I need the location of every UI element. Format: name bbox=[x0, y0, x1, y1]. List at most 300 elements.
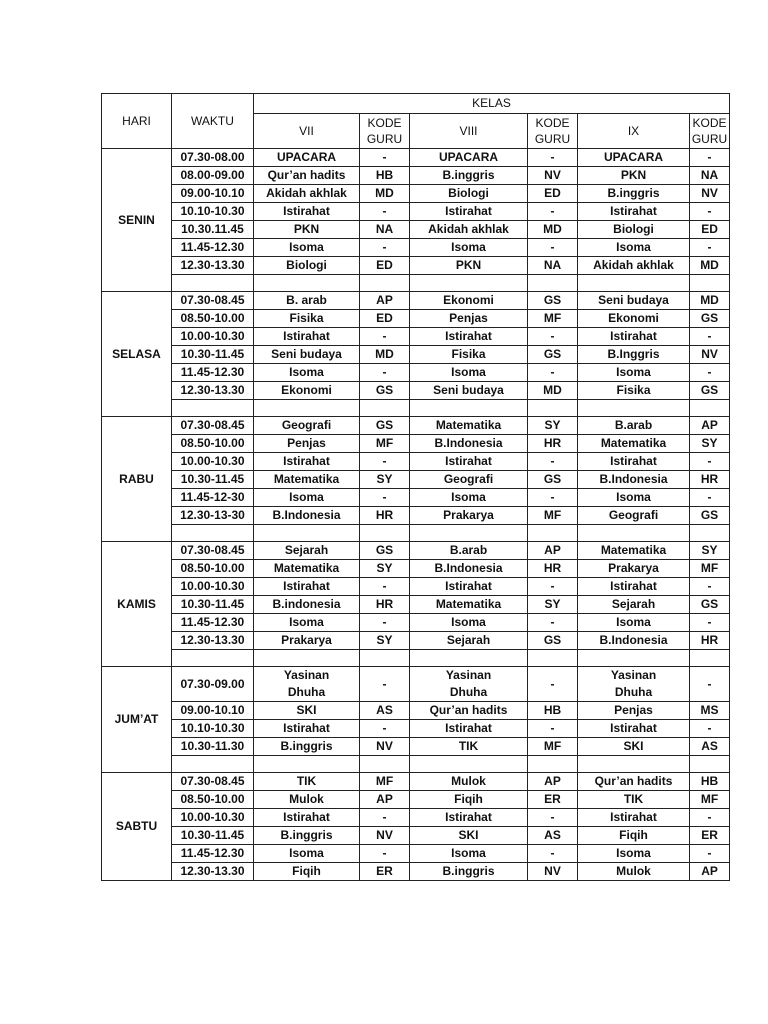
schedule-row bbox=[102, 560, 730, 578]
kode-vii-cell: GS bbox=[360, 417, 410, 435]
kode-viii-cell: - bbox=[528, 453, 578, 471]
kode-ix-cell: NA bbox=[690, 167, 730, 185]
subject-ix-cell: Biologi bbox=[578, 221, 690, 239]
time-cell: 08.00-09.00 bbox=[172, 167, 254, 185]
kode-viii-cell: - bbox=[528, 203, 578, 221]
empty-cell bbox=[578, 650, 690, 667]
empty-cell bbox=[360, 275, 410, 292]
kode-ix-cell: - bbox=[690, 453, 730, 471]
kode-ix-cell: NV bbox=[690, 346, 730, 364]
kode-viii-cell: SY bbox=[528, 596, 578, 614]
subject-ix-cell: Qur’an hadits bbox=[578, 773, 690, 791]
subject-vii-cell: Penjas bbox=[254, 435, 360, 453]
subject-ix-cell: Akidah akhlak bbox=[578, 257, 690, 275]
header-kelas: KELAS bbox=[254, 94, 730, 114]
kode-viii-cell: - bbox=[528, 720, 578, 738]
schedule-row bbox=[102, 364, 730, 382]
subject-vii-cell: Seni budaya bbox=[254, 346, 360, 364]
kode-viii-cell: - bbox=[528, 614, 578, 632]
schedule-row bbox=[102, 203, 730, 221]
spacer-row bbox=[102, 756, 730, 773]
subject-ix-cell: SKI bbox=[578, 738, 690, 756]
time-cell: 07.30-08.00 bbox=[172, 149, 254, 167]
subject-viii-cell: Istirahat bbox=[410, 809, 528, 827]
subject-viii-cell: Prakarya bbox=[410, 507, 528, 525]
kode-ix-cell: HR bbox=[690, 632, 730, 650]
kode-vii-cell: SY bbox=[360, 471, 410, 489]
schedule-row bbox=[102, 632, 730, 650]
empty-cell bbox=[254, 525, 360, 542]
time-cell: 12.30-13.30 bbox=[172, 382, 254, 400]
schedule-row bbox=[102, 221, 730, 239]
schedule-table bbox=[101, 93, 730, 881]
kode-vii-cell: SY bbox=[360, 560, 410, 578]
kode-vii-cell: - bbox=[360, 453, 410, 471]
subject-viii-cell: B.Indonesia bbox=[410, 435, 528, 453]
kode-vii-cell: AP bbox=[360, 791, 410, 809]
empty-cell bbox=[690, 275, 730, 292]
subject-viii-cell: Istirahat bbox=[410, 328, 528, 346]
subject-viii-cell: Fisika bbox=[410, 346, 528, 364]
kode-ix-cell: AS bbox=[690, 738, 730, 756]
kode-line: KODE bbox=[692, 116, 727, 130]
subject-ix-cell: Sejarah bbox=[578, 596, 690, 614]
subject-viii-cell: Istirahat bbox=[410, 203, 528, 221]
time-cell: 10.30-11.30 bbox=[172, 738, 254, 756]
time-cell: 10.10-10.30 bbox=[172, 720, 254, 738]
subject-vii-cell: PKN bbox=[254, 221, 360, 239]
subject-ix-cell: Matematika bbox=[578, 542, 690, 560]
subject-viii-cell: Qur’an hadits bbox=[410, 702, 528, 720]
kode-ix-cell: SY bbox=[690, 435, 730, 453]
subject-ix-cell: B.Indonesia bbox=[578, 471, 690, 489]
kode-viii-cell: MF bbox=[528, 310, 578, 328]
subject-ix-cell: Istirahat bbox=[578, 328, 690, 346]
schedule-row bbox=[102, 845, 730, 863]
header-waktu: WAKTU bbox=[172, 94, 254, 149]
empty-cell bbox=[528, 525, 578, 542]
kode-viii-cell: GS bbox=[528, 632, 578, 650]
schedule-row bbox=[102, 614, 730, 632]
kode-vii-cell: - bbox=[360, 720, 410, 738]
table-body bbox=[102, 149, 730, 881]
kode-ix-cell: AP bbox=[690, 417, 730, 435]
subject-viii-cell: B.inggris bbox=[410, 167, 528, 185]
time-cell: 12.30-13.30 bbox=[172, 257, 254, 275]
kode-viii-cell: - bbox=[528, 845, 578, 863]
day-cell: RABU bbox=[102, 417, 172, 542]
empty-cell bbox=[528, 650, 578, 667]
empty-cell bbox=[410, 756, 528, 773]
kode-viii-cell: HR bbox=[528, 560, 578, 578]
kode-ix-cell: MS bbox=[690, 702, 730, 720]
empty-cell bbox=[578, 275, 690, 292]
subject-viii-cell: Matematika bbox=[410, 417, 528, 435]
kode-vii-cell: - bbox=[360, 149, 410, 167]
kode-viii-cell: GS bbox=[528, 471, 578, 489]
subject-viii-cell: TIK bbox=[410, 738, 528, 756]
guru-line: GURU bbox=[691, 132, 728, 146]
empty-cell bbox=[528, 275, 578, 292]
header-class-vii: VII bbox=[254, 114, 360, 149]
kode-viii-cell: HR bbox=[528, 435, 578, 453]
empty-cell bbox=[172, 400, 254, 417]
subject-vii-cell: Yasinan Dhuha bbox=[254, 667, 360, 702]
subject-ix-cell: TIK bbox=[578, 791, 690, 809]
kode-ix-cell: - bbox=[690, 149, 730, 167]
kode-vii-cell: - bbox=[360, 203, 410, 221]
subject-vii-cell: Geografi bbox=[254, 417, 360, 435]
kode-viii-cell: AS bbox=[528, 827, 578, 845]
subject-ix-cell: B.inggris bbox=[578, 185, 690, 203]
time-cell: 10.00-10.30 bbox=[172, 809, 254, 827]
subject-ix-cell: Penjas bbox=[578, 702, 690, 720]
kode-viii-cell: AP bbox=[528, 773, 578, 791]
subject-viii-cell: Isoma bbox=[410, 239, 528, 257]
schedule-row bbox=[102, 453, 730, 471]
kode-vii-cell: - bbox=[360, 809, 410, 827]
schedule-row bbox=[102, 738, 730, 756]
kode-vii-cell: - bbox=[360, 667, 410, 702]
subject-ix-cell: Fisika bbox=[578, 382, 690, 400]
header-kode-guru-viii bbox=[528, 114, 578, 149]
subject-ix-cell: B.Indonesia bbox=[578, 632, 690, 650]
time-cell: 07.30-08.45 bbox=[172, 773, 254, 791]
time-cell: 10.30-11.45 bbox=[172, 596, 254, 614]
schedule-row bbox=[102, 328, 730, 346]
kode-ix-cell: - bbox=[690, 578, 730, 596]
kode-line: KODE bbox=[367, 116, 402, 130]
time-cell: 12.30-13-30 bbox=[172, 507, 254, 525]
subject-viii-cell: Ekonomi bbox=[410, 292, 528, 310]
schedule-row bbox=[102, 863, 730, 881]
kode-vii-cell: GS bbox=[360, 542, 410, 560]
kode-viii-cell: - bbox=[528, 667, 578, 702]
empty-cell bbox=[578, 756, 690, 773]
schedule-row bbox=[102, 292, 730, 310]
kode-ix-cell: ED bbox=[690, 221, 730, 239]
kode-ix-cell: - bbox=[690, 809, 730, 827]
subject-vii-cell: Biologi bbox=[254, 257, 360, 275]
kode-ix-cell: MD bbox=[690, 292, 730, 310]
time-cell: 08.50-10.00 bbox=[172, 791, 254, 809]
header-hari: HARI bbox=[102, 94, 172, 149]
empty-cell bbox=[410, 650, 528, 667]
subject-ix-cell: Fiqih bbox=[578, 827, 690, 845]
time-cell: 10.30-11.45 bbox=[172, 471, 254, 489]
table-header bbox=[102, 94, 730, 149]
subject-ix-cell: Istirahat bbox=[578, 203, 690, 221]
subject-vii-cell: Qur’an hadits bbox=[254, 167, 360, 185]
subject-viii-cell: Sejarah bbox=[410, 632, 528, 650]
subject-viii-cell: Geografi bbox=[410, 471, 528, 489]
empty-cell bbox=[254, 650, 360, 667]
subject-vii-cell: Istirahat bbox=[254, 203, 360, 221]
schedule-row bbox=[102, 773, 730, 791]
kode-ix-cell: MF bbox=[690, 560, 730, 578]
subject-viii-cell: Seni budaya bbox=[410, 382, 528, 400]
day-cell: SABTU bbox=[102, 773, 172, 881]
subject-viii-cell: Istirahat bbox=[410, 720, 528, 738]
empty-cell bbox=[360, 650, 410, 667]
kode-ix-cell: NV bbox=[690, 185, 730, 203]
subject-vii-cell: Ekonomi bbox=[254, 382, 360, 400]
subject-viii-cell: Biologi bbox=[410, 185, 528, 203]
empty-cell bbox=[578, 525, 690, 542]
spacer-row bbox=[102, 275, 730, 292]
empty-cell bbox=[172, 275, 254, 292]
kode-vii-cell: HR bbox=[360, 507, 410, 525]
day-cell: KAMIS bbox=[102, 542, 172, 667]
subject-ix-cell: UPACARA bbox=[578, 149, 690, 167]
subject-vii-cell: Istirahat bbox=[254, 809, 360, 827]
day-cell: SELASA bbox=[102, 292, 172, 417]
kode-ix-cell: ER bbox=[690, 827, 730, 845]
empty-cell bbox=[360, 525, 410, 542]
subject-ix-cell: Prakarya bbox=[578, 560, 690, 578]
schedule-row bbox=[102, 489, 730, 507]
subject-viii-cell: Matematika bbox=[410, 596, 528, 614]
kode-vii-cell: MD bbox=[360, 346, 410, 364]
kode-vii-cell: - bbox=[360, 614, 410, 632]
subject-viii-cell: Istirahat bbox=[410, 453, 528, 471]
kode-ix-cell: - bbox=[690, 720, 730, 738]
kode-vii-cell: - bbox=[360, 489, 410, 507]
kode-vii-cell: AP bbox=[360, 292, 410, 310]
subject-vii-cell: B.Indonesia bbox=[254, 507, 360, 525]
time-cell: 10.00-10.30 bbox=[172, 328, 254, 346]
subject-vii-cell: Istirahat bbox=[254, 453, 360, 471]
kode-vii-cell: SY bbox=[360, 632, 410, 650]
header-kode-guru-ix bbox=[690, 114, 730, 149]
kode-vii-cell: - bbox=[360, 845, 410, 863]
kode-vii-cell: AS bbox=[360, 702, 410, 720]
kode-viii-cell: AP bbox=[528, 542, 578, 560]
schedule-row bbox=[102, 435, 730, 453]
kode-ix-cell: - bbox=[690, 328, 730, 346]
spacer-row bbox=[102, 400, 730, 417]
schedule-row bbox=[102, 827, 730, 845]
header-class-ix: IX bbox=[578, 114, 690, 149]
header-class-viii: VIII bbox=[410, 114, 528, 149]
subject-ix-cell: Isoma bbox=[578, 614, 690, 632]
schedule-row bbox=[102, 185, 730, 203]
subject-vii-cell: Isoma bbox=[254, 489, 360, 507]
kode-viii-cell: MD bbox=[528, 382, 578, 400]
subject-vii-cell: Matematika bbox=[254, 560, 360, 578]
subject-vii-cell: Istirahat bbox=[254, 578, 360, 596]
empty-cell bbox=[254, 756, 360, 773]
subject-viii-cell: Istirahat bbox=[410, 578, 528, 596]
kode-vii-cell: HB bbox=[360, 167, 410, 185]
kode-vii-cell: MF bbox=[360, 773, 410, 791]
kode-viii-cell: MF bbox=[528, 507, 578, 525]
subject-ix-cell: Geografi bbox=[578, 507, 690, 525]
time-cell: 10.30-11.45 bbox=[172, 346, 254, 364]
kode-viii-cell: SY bbox=[528, 417, 578, 435]
subject-ix-cell: Isoma bbox=[578, 364, 690, 382]
empty-cell bbox=[172, 525, 254, 542]
kode-vii-cell: - bbox=[360, 364, 410, 382]
subject-ix-cell: Seni budaya bbox=[578, 292, 690, 310]
subject-vii-cell: Fiqih bbox=[254, 863, 360, 881]
subject-vii-cell: Fisika bbox=[254, 310, 360, 328]
subject-ix-cell: Istirahat bbox=[578, 720, 690, 738]
kode-viii-cell: NA bbox=[528, 257, 578, 275]
empty-cell bbox=[578, 400, 690, 417]
schedule-row bbox=[102, 702, 730, 720]
subject-vii-cell: Isoma bbox=[254, 614, 360, 632]
time-cell: 08.50-10.00 bbox=[172, 310, 254, 328]
subject-viii-cell: Mulok bbox=[410, 773, 528, 791]
schedule-row bbox=[102, 720, 730, 738]
subject-vii-cell: SKI bbox=[254, 702, 360, 720]
subject-vii-cell: Isoma bbox=[254, 239, 360, 257]
header-kode-guru-vii bbox=[360, 114, 410, 149]
schedule-row bbox=[102, 167, 730, 185]
subject-vii-cell: Isoma bbox=[254, 845, 360, 863]
kode-viii-cell: - bbox=[528, 809, 578, 827]
empty-cell bbox=[410, 275, 528, 292]
schedule-row bbox=[102, 239, 730, 257]
subject-vii-cell: B.indonesia bbox=[254, 596, 360, 614]
kode-viii-cell: NV bbox=[528, 167, 578, 185]
kode-line: KODE bbox=[535, 116, 570, 130]
time-cell: 09.00-10.10 bbox=[172, 185, 254, 203]
time-cell: 11.45-12.30 bbox=[172, 364, 254, 382]
empty-cell bbox=[360, 400, 410, 417]
subject-ix-cell: PKN bbox=[578, 167, 690, 185]
kode-ix-cell: - bbox=[690, 203, 730, 221]
empty-cell bbox=[172, 650, 254, 667]
kode-vii-cell: - bbox=[360, 239, 410, 257]
schedule-row bbox=[102, 507, 730, 525]
subject-ix-cell: Yasinan Dhuha bbox=[578, 667, 690, 702]
kode-ix-cell: HR bbox=[690, 471, 730, 489]
subject-ix-cell: B.arab bbox=[578, 417, 690, 435]
time-cell: 07.30-08.45 bbox=[172, 292, 254, 310]
kode-viii-cell: - bbox=[528, 489, 578, 507]
kode-vii-cell: ER bbox=[360, 863, 410, 881]
kode-viii-cell: - bbox=[528, 364, 578, 382]
time-cell: 11.45-12.30 bbox=[172, 239, 254, 257]
kode-ix-cell: - bbox=[690, 364, 730, 382]
subject-ix-cell: Istirahat bbox=[578, 578, 690, 596]
empty-cell bbox=[254, 400, 360, 417]
subject-vii-cell: UPACARA bbox=[254, 149, 360, 167]
kode-viii-cell: ER bbox=[528, 791, 578, 809]
empty-cell bbox=[690, 525, 730, 542]
kode-viii-cell: GS bbox=[528, 346, 578, 364]
schedule-row bbox=[102, 257, 730, 275]
day-cell: JUM’AT bbox=[102, 667, 172, 773]
time-cell: 07.30-08.45 bbox=[172, 542, 254, 560]
guru-line: GURU bbox=[366, 132, 403, 146]
subject-vii-cell: Mulok bbox=[254, 791, 360, 809]
schedule-row bbox=[102, 149, 730, 167]
subject-vii-cell: Prakarya bbox=[254, 632, 360, 650]
kode-ix-cell: AP bbox=[690, 863, 730, 881]
subject-ix-cell: Isoma bbox=[578, 239, 690, 257]
subject-ix-cell: Matematika bbox=[578, 435, 690, 453]
subject-ix-cell: Istirahat bbox=[578, 809, 690, 827]
empty-cell bbox=[690, 756, 730, 773]
time-cell: 07.30-09.00 bbox=[172, 667, 254, 702]
kode-vii-cell: ED bbox=[360, 310, 410, 328]
subject-ix-cell: Isoma bbox=[578, 489, 690, 507]
schedule-row bbox=[102, 596, 730, 614]
time-cell: 10.30-11.45 bbox=[172, 827, 254, 845]
subject-viii-cell: UPACARA bbox=[410, 149, 528, 167]
subject-vii-cell: TIK bbox=[254, 773, 360, 791]
guru-line: GURU bbox=[534, 132, 571, 146]
subject-viii-cell: Isoma bbox=[410, 614, 528, 632]
kode-ix-cell: GS bbox=[690, 596, 730, 614]
kode-vii-cell: MF bbox=[360, 435, 410, 453]
kode-ix-cell: MF bbox=[690, 791, 730, 809]
kode-vii-cell: MD bbox=[360, 185, 410, 203]
subject-viii-cell: Yasinan Dhuha bbox=[410, 667, 528, 702]
kode-ix-cell: - bbox=[690, 667, 730, 702]
empty-cell bbox=[528, 400, 578, 417]
time-cell: 10.30.11.45 bbox=[172, 221, 254, 239]
subject-ix-cell: B.Inggris bbox=[578, 346, 690, 364]
kode-vii-cell: - bbox=[360, 328, 410, 346]
subject-vii-cell: Matematika bbox=[254, 471, 360, 489]
time-cell: 12.30-13.30 bbox=[172, 863, 254, 881]
subject-viii-cell: SKI bbox=[410, 827, 528, 845]
kode-vii-cell: NV bbox=[360, 827, 410, 845]
subject-vii-cell: B.inggris bbox=[254, 827, 360, 845]
schedule-row bbox=[102, 471, 730, 489]
time-cell: 10.00-10.30 bbox=[172, 453, 254, 471]
empty-cell bbox=[410, 400, 528, 417]
kode-viii-cell: - bbox=[528, 239, 578, 257]
kode-viii-cell: NV bbox=[528, 863, 578, 881]
kode-ix-cell: SY bbox=[690, 542, 730, 560]
subject-ix-cell: Ekonomi bbox=[578, 310, 690, 328]
time-cell: 08.50-10.00 bbox=[172, 435, 254, 453]
kode-viii-cell: - bbox=[528, 328, 578, 346]
kode-ix-cell: GS bbox=[690, 507, 730, 525]
kode-viii-cell: HB bbox=[528, 702, 578, 720]
kode-ix-cell: GS bbox=[690, 382, 730, 400]
empty-cell bbox=[172, 756, 254, 773]
schedule-row bbox=[102, 542, 730, 560]
time-cell: 10.10-10.30 bbox=[172, 203, 254, 221]
subject-viii-cell: Isoma bbox=[410, 489, 528, 507]
kode-ix-cell: MD bbox=[690, 257, 730, 275]
kode-viii-cell: ED bbox=[528, 185, 578, 203]
empty-cell bbox=[690, 400, 730, 417]
schedule-row bbox=[102, 667, 730, 702]
schedule-row bbox=[102, 578, 730, 596]
subject-ix-cell: Istirahat bbox=[578, 453, 690, 471]
kode-vii-cell: HR bbox=[360, 596, 410, 614]
kode-ix-cell: HB bbox=[690, 773, 730, 791]
day-cell: SENIN bbox=[102, 149, 172, 292]
empty-cell bbox=[410, 525, 528, 542]
kode-vii-cell: ED bbox=[360, 257, 410, 275]
kode-vii-cell: - bbox=[360, 578, 410, 596]
subject-vii-cell: Istirahat bbox=[254, 720, 360, 738]
schedule-row bbox=[102, 791, 730, 809]
subject-viii-cell: Isoma bbox=[410, 364, 528, 382]
kode-ix-cell: - bbox=[690, 845, 730, 863]
empty-cell bbox=[690, 650, 730, 667]
empty-cell bbox=[254, 275, 360, 292]
empty-cell bbox=[528, 756, 578, 773]
